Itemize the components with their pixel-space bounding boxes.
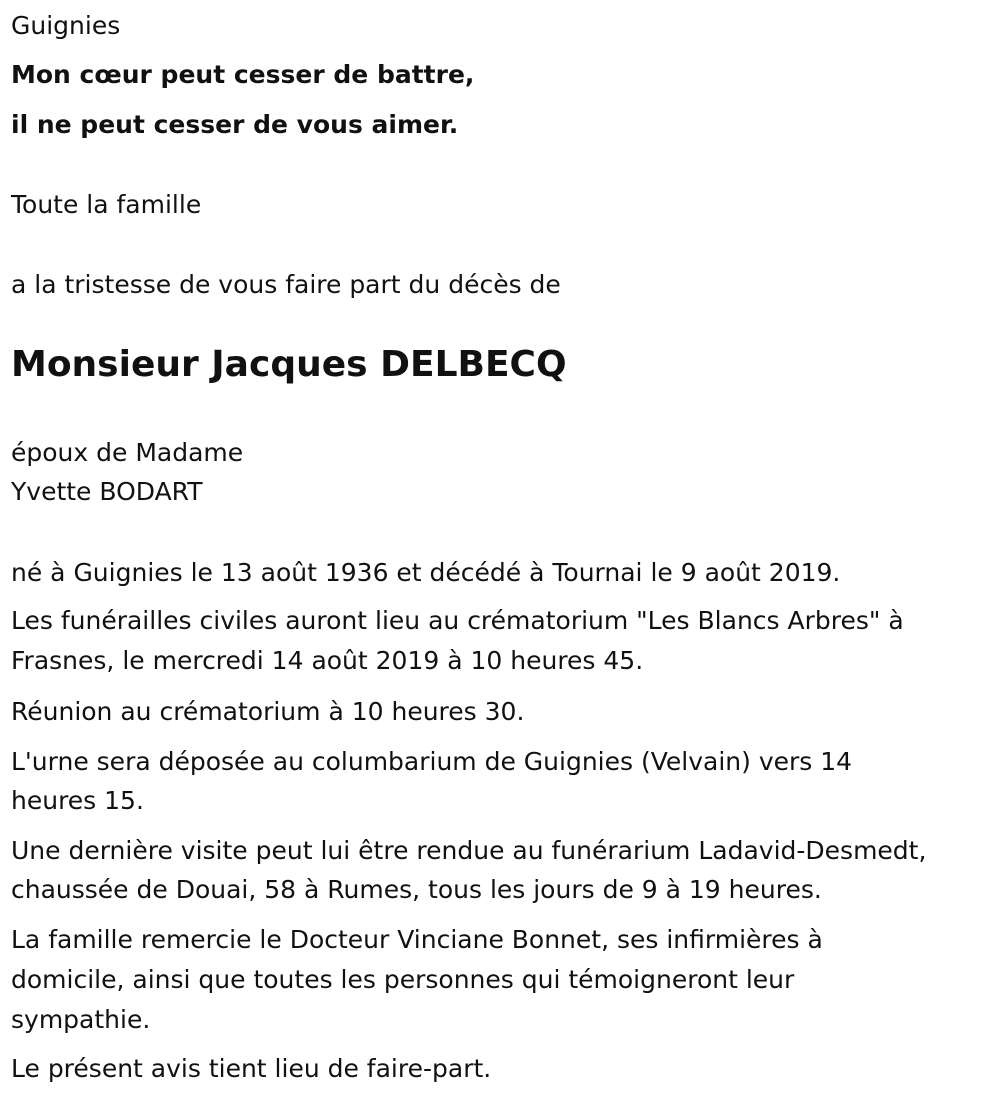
- spouse-line-1: époux de Madame: [11, 438, 244, 467]
- announcement-line: a la tristesse de vous faire part du décès de: [11, 270, 561, 299]
- closing-line: Le présent avis tient lieu de faire-part.: [11, 1054, 492, 1083]
- location-label: Guignies: [11, 11, 121, 40]
- urn-line-2: heures 15.: [11, 786, 144, 815]
- family-line: Toute la famille: [11, 190, 202, 219]
- spouse-line-2: Yvette BODART: [11, 477, 203, 506]
- urn-line-1: L'urne sera déposée au columbarium de Guignies (Velvain) vers 14: [11, 747, 853, 776]
- visit-line-2: chaussée de Douai, 58 à Rumes, tous les jours de 9 à 19 heures.: [11, 875, 822, 904]
- poem-line-2: il ne peut cesser de vous aimer.: [11, 110, 459, 139]
- deceased-name: Monsieur Jacques DELBECQ: [11, 344, 567, 385]
- visit-line-1: Une dernière visite peut lui être rendue au funérarium Ladavid-Desmedt,: [11, 836, 927, 865]
- funeral-line-1: Les funérailles civiles auront lieu au crématorium "Les Blancs Arbres" à: [11, 606, 904, 635]
- poem-line-1: Mon cœur peut cesser de battre,: [11, 60, 475, 89]
- thanks-line-2: domicile, ainsi que toutes les personnes qui témoigneront leur: [11, 965, 795, 994]
- funeral-line-2: Frasnes, le mercredi 14 août 2019 à 10 heures 45.: [11, 646, 644, 675]
- birth-death-line: né à Guignies le 13 août 1936 et décédé à Tournai le 9 août 2019.: [11, 558, 841, 587]
- thanks-line-3: sympathie.: [11, 1005, 151, 1034]
- meeting-line: Réunion au crématorium à 10 heures 30.: [11, 697, 525, 726]
- thanks-line-1: La famille remercie le Docteur Vinciane Bonnet, ses infirmières à: [11, 925, 823, 954]
